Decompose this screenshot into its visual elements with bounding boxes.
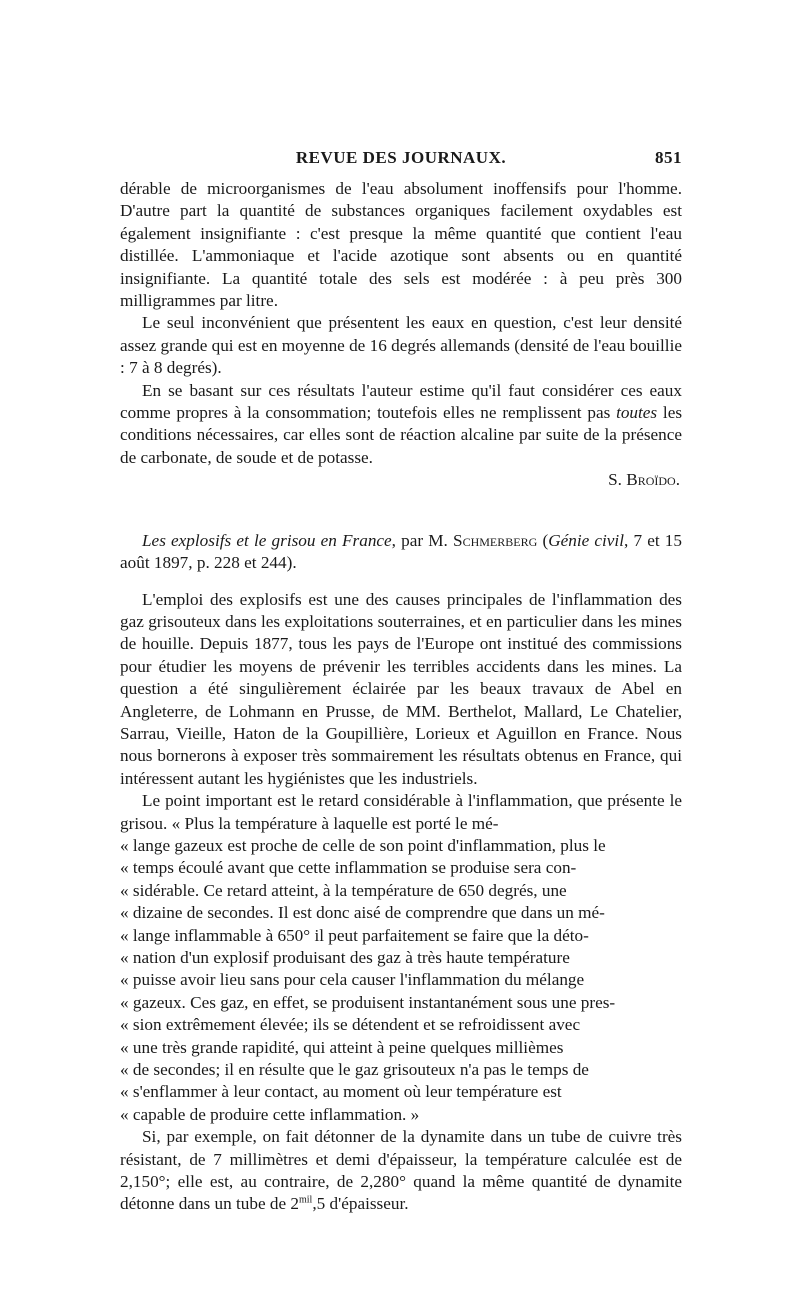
paragraph: L'emploi des explosifs est une des causes principales de l'inflammation des gaz grisouteux dans les exploitations souterraines, et en particulier dans les mines de houille. Depuis 1877, tous les pays de l'Europe ont institué des commissions pour étudier les moyens de prévenir les terribles accidents dans les mines. La question a été singulièrement éclairée par les beaux travaux de Abel en Angleterre, de Lohmann en Prusse, de MM. Berthelot, Mallard, Le Chatelier, Sarrau, Vieille, Haton de la Goupillière, Lorieux et Aguillon en France. Nous nous bornerons à exposer très sommairement les résultats obtenus en France, qui intéressent autant les hygiénistes que les industriels. xyxy=(120,589,682,788)
paragraph: Le seul inconvénient que présentent les eaux en question, c'est leur densité assez grande qui est en moyenne de 16 degrés allemands (densité de l'eau bouillie : 7 à 8 degrés). xyxy=(120,313,682,378)
quote-line: « sidérable. Ce retard atteint, à la température de 650 degrés, une xyxy=(120,880,682,902)
text-run: , par M. xyxy=(391,530,454,550)
paragraph: Le point important est le retard considérable à l'inflammation, que présente le grisou. « Plus la température à laquelle est porté le mé- xyxy=(120,791,682,833)
quote-line: « nation d'un explosif produisant des gaz à très haute température xyxy=(120,947,682,969)
paragraph xyxy=(120,380,682,470)
paragraph xyxy=(120,1126,682,1216)
article-heading xyxy=(120,530,682,575)
page-number: 851 xyxy=(655,148,682,167)
text-run: ( xyxy=(537,530,549,550)
text-run: les conditions nécessaires, car elles sont de réaction alcaline par suite de la présence de carbonate, de soude et de potasse. xyxy=(120,403,683,467)
article-title: Les explosifs et le grisou en France xyxy=(142,530,392,550)
quote-line: « temps écoulé avant que cette inflammation se produise sera con- xyxy=(120,857,682,879)
article-explosives-grisou xyxy=(120,530,682,1216)
quote-line: « puisse avoir lieu sans pour cela causer l'inflammation du mélange xyxy=(120,969,682,991)
running-title: REVUE DES JOURNAUX. xyxy=(295,148,507,167)
quote-line: « dizaine de secondes. Il est donc aisé de comprendre que dans un mé- xyxy=(120,902,682,924)
text-run: Si, par exemple, on fait détonner de la dynamite dans un tube de cuivre très résistant, de 7 millimètres et demi d'épaisseur, la température calculée est de 2,150°; elle est, au contraire, de 2,280° quand la même quantité de dynamite détonne dans un tube de 2 xyxy=(120,1127,682,1214)
quote-line: « capable de produire cette inflammation. » xyxy=(120,1104,682,1126)
author-signature xyxy=(120,469,682,491)
running-header xyxy=(120,148,682,178)
text-run: ,5 d'épaisseur. xyxy=(312,1194,409,1214)
quote-line: « lange gazeux est proche de celle de son point d'inflammation, plus le xyxy=(120,835,682,857)
quote-line: « sion extrêmement élevée; ils se détendent et se refroidissent avec xyxy=(120,1014,682,1036)
emphasis: toutes xyxy=(616,403,658,423)
quote-line: « s'enflammer à leur contact, au moment où leur température est xyxy=(120,1081,682,1103)
superscript-unit: mil xyxy=(299,1194,313,1206)
article-water-analysis xyxy=(120,178,682,492)
journal-page xyxy=(120,148,682,1216)
section-gap xyxy=(120,492,682,530)
article-source: Génie civil xyxy=(548,530,624,550)
signature-name: S. Broïdo. xyxy=(608,470,680,490)
quote-line: « une très grande rapidité, qui atteint à peine quelques millièmes xyxy=(120,1037,682,1059)
quote-line: « gazeux. Ces gaz, en effet, se produisent instantanément sous une pres- xyxy=(120,992,682,1014)
text-run: En se basant sur ces résultats l'auteur estime qu'il faut considérer ces eaux comme propres à la consommation; toutefois elles ne remplissent pas xyxy=(120,380,682,423)
quote-line: « de secondes; il en résulte que le gaz grisouteux n'a pas le temps de xyxy=(120,1059,682,1081)
quote-line: « lange inflammable à 650° il peut parfaitement se faire que la déto- xyxy=(120,925,682,947)
quotation-block xyxy=(120,835,682,1126)
paragraph: dérable de microorganismes de l'eau absolument inoffensifs pour l'homme. D'autre part la quantité de substances organiques facilement oxydables est également insignifiante : c'est presque la même quantité que contient l'eau distillée. L'ammoniaque et l'acide azotique sont absents ou en quantité insignifiante. La quantité totale des sels est modérée : à peu près 300 milligrammes par litre. xyxy=(120,179,682,311)
article-author: Schmerberg xyxy=(453,530,538,550)
text-run: , 7 et 15 août 1897, p. 228 et 244). xyxy=(120,530,682,573)
